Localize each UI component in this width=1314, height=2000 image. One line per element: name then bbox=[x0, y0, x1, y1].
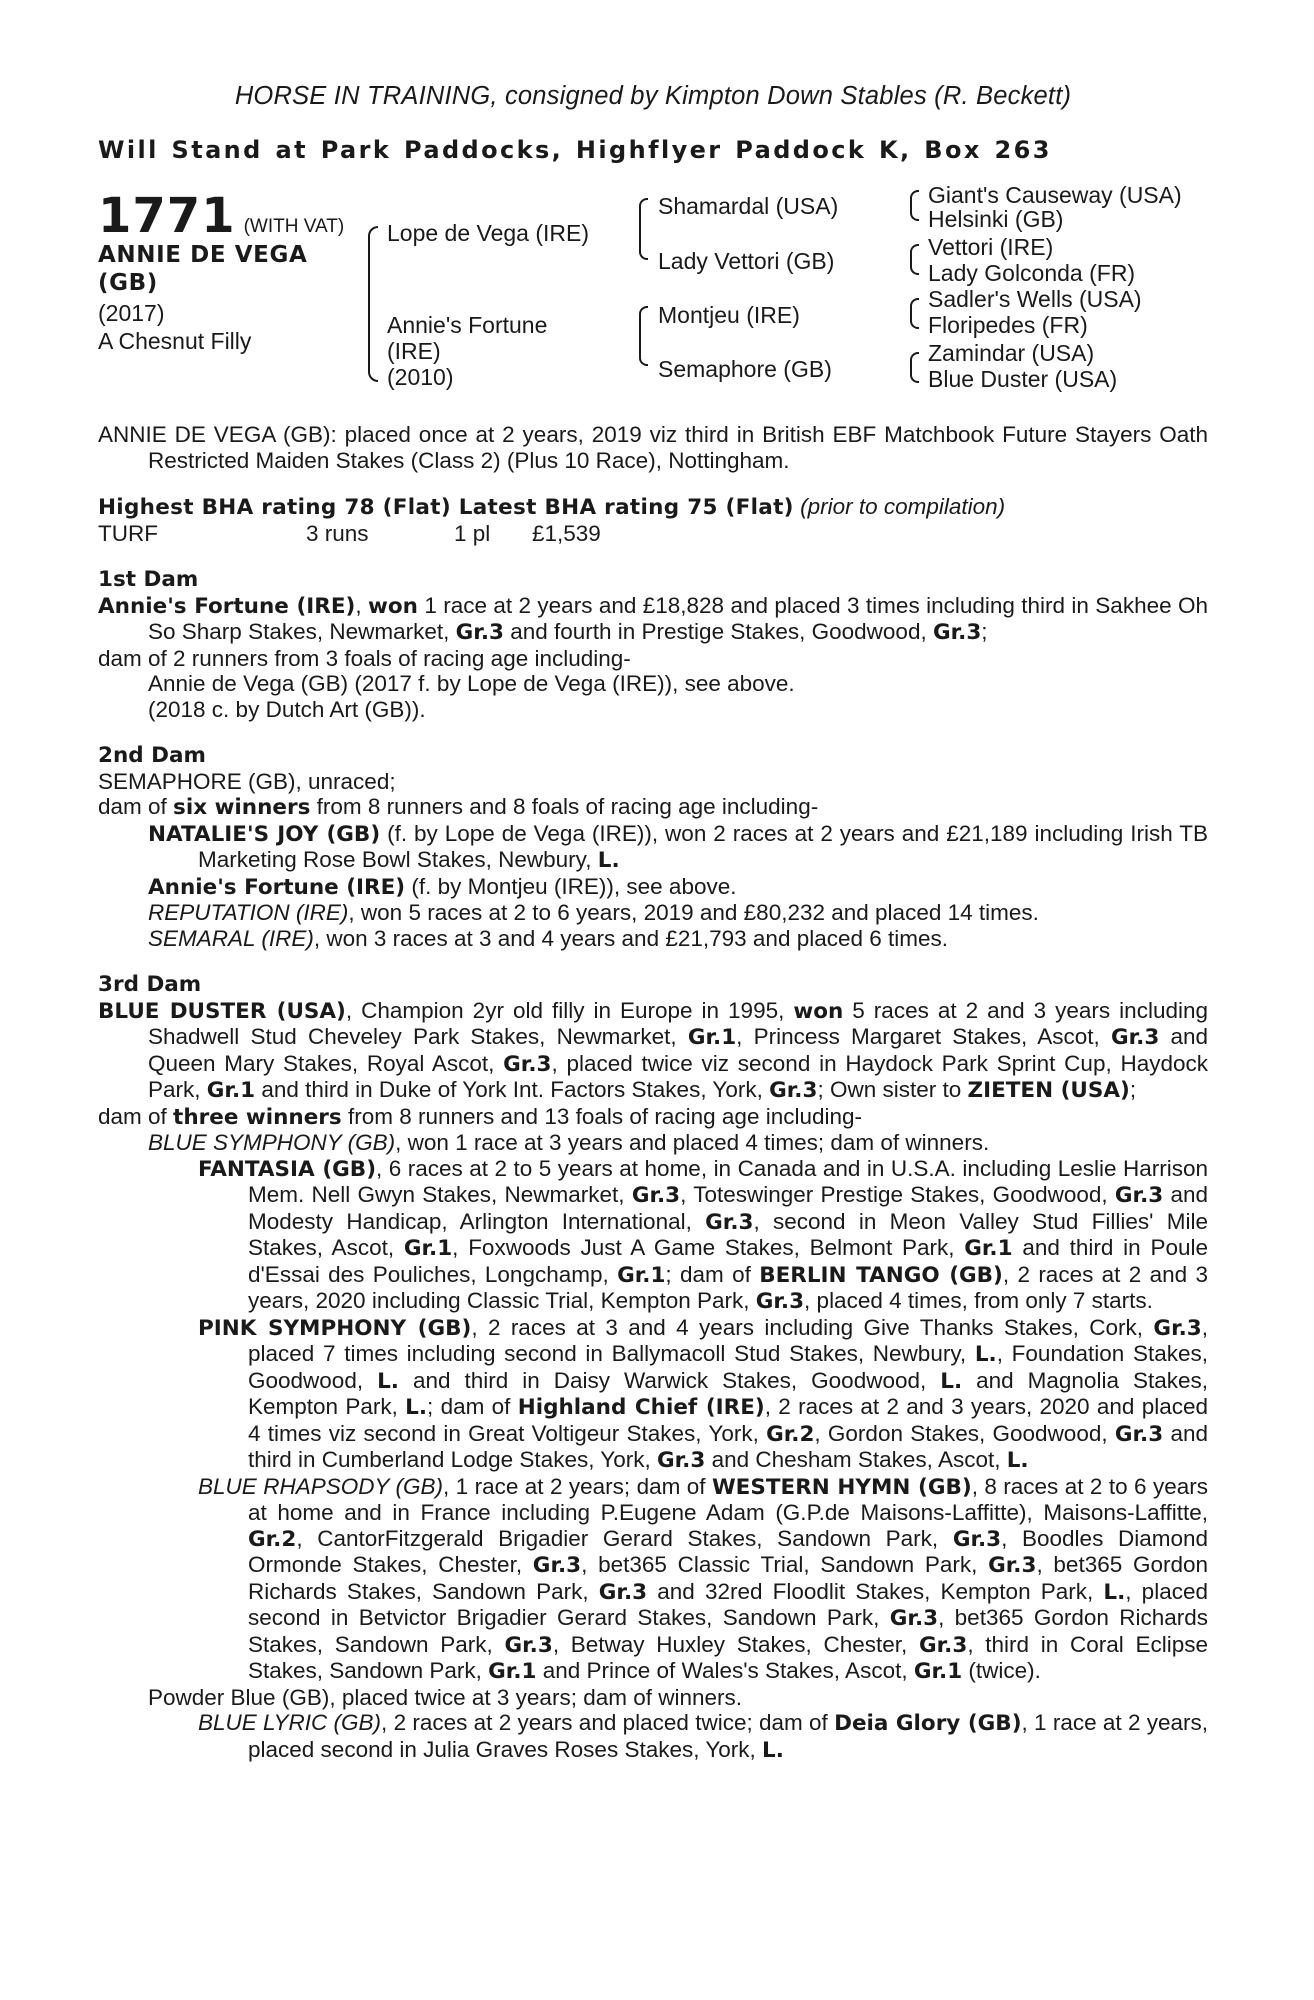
winners-count: six winners bbox=[173, 795, 311, 820]
dsire-dam: Floripedes (FR) bbox=[928, 312, 1088, 338]
text: and third in Poule d'Essai des Pouliches, Longchamp, bbox=[248, 1235, 1208, 1287]
grade: Gr.3 bbox=[503, 1051, 552, 1077]
text: and Modesty Handicap, Arlington International, bbox=[248, 1182, 1209, 1234]
text: ; bbox=[981, 619, 988, 644]
text: , 2 races at 2 and 3 years, 2020 and placed 4 times viz second in Great Voltigeur Stakes, York, bbox=[248, 1394, 1208, 1446]
text: and 32red Floodlit Stakes, Kempton Park, bbox=[647, 1578, 1104, 1604]
consignment-header: HORSE IN TRAINING, consigned by Kimpton Down Stables (R. Beckett) bbox=[234, 82, 1072, 110]
produce-item: (2018 c. by Dutch Art (GB)). bbox=[148, 696, 426, 722]
sire-sire: Shamardal (USA) bbox=[658, 193, 839, 219]
horse-name: PINK SYMPHONY (GB) bbox=[198, 1315, 472, 1341]
horse-name: BERLIN TANGO (GB) bbox=[759, 1262, 1003, 1288]
text: , Princess Margaret Stakes, Ascot, bbox=[736, 1024, 1111, 1049]
foaling-year: (2017) bbox=[98, 300, 165, 326]
winners-count: three winners bbox=[173, 1104, 342, 1130]
text: , won 5 races at 2 to 6 years, 2019 and £80,232 and placed 14 times. bbox=[348, 900, 1039, 925]
produce-item bbox=[98, 874, 1208, 901]
second-dam-heading: 2nd Dam bbox=[98, 743, 206, 768]
grade: Gr.3 bbox=[705, 1209, 754, 1235]
pedigree-bracket-g3-1 bbox=[910, 190, 919, 221]
text: , Gordon Stakes, Goodwood, bbox=[814, 1420, 1115, 1446]
grade: Gr.3 bbox=[1114, 1421, 1164, 1447]
text: , placed twice viz second in Haydock Park Sprint Cup, Haydock Park, bbox=[148, 1050, 1208, 1102]
produce-item bbox=[98, 1130, 1208, 1156]
text: , Foxwoods Just A Game Stakes, Belmont Park, bbox=[452, 1235, 965, 1260]
third-dam-produce-intro bbox=[98, 1104, 1208, 1131]
dam-line1: Annie's Fortune bbox=[387, 312, 548, 338]
bha-rating: Highest BHA rating 78 (Flat) Latest BHA rating 75 (Flat) bbox=[98, 495, 794, 520]
won-label: won bbox=[368, 593, 418, 619]
turf-label: TURF bbox=[98, 520, 158, 546]
grade: L. bbox=[1006, 1448, 1029, 1473]
text: from 8 runners and 8 foals of racing age including- bbox=[310, 794, 819, 819]
ddam-sire: Zamindar (USA) bbox=[928, 340, 1095, 366]
grade: Gr.3 bbox=[952, 1526, 1002, 1552]
first-dam-produce-intro: dam of 2 runners from 3 foals of racing age including- bbox=[98, 645, 631, 671]
grade: Gr.3 bbox=[1114, 1183, 1164, 1208]
text: ; bbox=[1129, 1077, 1137, 1102]
grade: Gr.2 bbox=[248, 1526, 297, 1552]
horse-name: NATALIE'S JOY (GB) bbox=[148, 821, 381, 847]
dam-line3: (2010) bbox=[387, 364, 454, 390]
horse-name: Highland Chief (IRE) bbox=[517, 1395, 765, 1420]
grade: Gr.3 bbox=[889, 1606, 939, 1631]
third-dam-heading: 3rd Dam bbox=[98, 972, 202, 997]
text: ; dam of bbox=[427, 1394, 518, 1419]
grade: L. bbox=[940, 1368, 963, 1394]
horse-name: ZIETEN (USA) bbox=[967, 1078, 1130, 1103]
grade: Gr.3 bbox=[988, 1553, 1037, 1578]
text: and Magnolia Stakes, Kempton Park, bbox=[248, 1367, 1208, 1419]
sdam-sire: Vettori (IRE) bbox=[928, 234, 1054, 260]
text: dam of bbox=[98, 794, 174, 819]
text: , third in Coral Eclipse Stakes, Sandown Park, bbox=[248, 1631, 1208, 1683]
text: , 1 race at 2 years, placed second in Julia Graves Roses Stakes, York, bbox=[248, 1710, 1209, 1762]
text: , placed second in Betvictor Brigadier Gerard Stakes, Sandown Park, bbox=[248, 1578, 1208, 1630]
produce-item: Powder Blue (GB), placed twice at 3 years; dam of winners. bbox=[148, 1684, 743, 1710]
dsire-sire: Sadler's Wells (USA) bbox=[928, 286, 1142, 312]
horse-name: Deia Glory (GB) bbox=[834, 1711, 1022, 1736]
text: (twice). bbox=[962, 1658, 1041, 1683]
text: and third in Duke of York Int. Factors Stakes, York, bbox=[255, 1077, 770, 1102]
text: (f. by Montjeu (IRE)), see above. bbox=[405, 873, 737, 899]
text: , second in Meon Valley Stud Fillies' Mile Stakes, Ascot, bbox=[248, 1208, 1208, 1260]
grade: Gr.1 bbox=[617, 1262, 666, 1288]
text: and Queen Mary Stakes, Royal Ascot, bbox=[148, 1024, 1209, 1076]
turf-earnings: £1,539 bbox=[532, 520, 601, 546]
text: , Boodles Diamond Ormonde Stakes, Chester, bbox=[248, 1525, 1209, 1577]
grade: Gr.1 bbox=[964, 1236, 1013, 1261]
produce-item bbox=[98, 1474, 1208, 1685]
horse-name: FANTASIA (GB) bbox=[198, 1156, 377, 1182]
horse-description: A Chesnut Filly bbox=[98, 328, 252, 354]
text: , bet365 Gordon Richards Stakes, Sandown Park, bbox=[248, 1605, 1208, 1657]
grade: Gr.3 bbox=[769, 1078, 818, 1103]
grade: Gr.3 bbox=[598, 1579, 648, 1605]
grade: Gr.3 bbox=[532, 1553, 582, 1578]
turf-placed: 1 pl bbox=[454, 520, 491, 546]
first-dam-heading: 1st Dam bbox=[98, 567, 199, 592]
turf-record bbox=[98, 521, 1208, 547]
grade: Gr.1 bbox=[913, 1659, 963, 1684]
sdam-dam: Lady Golconda (FR) bbox=[928, 260, 1136, 286]
text: 1 race at 2 years and £18,828 and placed 3 times including third in Sakhee Oh So Sharp Stakes, Newmarket, bbox=[148, 592, 1209, 644]
third-dam-record bbox=[98, 998, 1208, 1104]
turf-runs: 3 runs bbox=[306, 520, 369, 546]
text: , placed 4 times, from only 7 starts. bbox=[804, 1288, 1153, 1313]
horse-name: Annie's Fortune (IRE) bbox=[148, 874, 406, 900]
text: , CantorFitzgerald Brigadier Gerard Stakes, Sandown Park, bbox=[296, 1525, 953, 1551]
ssire-sire: Giant's Causeway (USA) bbox=[928, 182, 1182, 208]
produce-item bbox=[98, 821, 1208, 874]
text: 5 races at 2 and 3 years including Shadwell Stud Cheveley Park Stakes, Newmarket, bbox=[148, 997, 1208, 1049]
pedigree-bracket-g3-3 bbox=[910, 298, 919, 329]
sire-dam: Lady Vettori (GB) bbox=[658, 248, 835, 274]
text: , Champion 2yr old filly in Europe in 1995, bbox=[345, 997, 794, 1023]
grade: Gr.3 bbox=[631, 1183, 681, 1208]
text: and third in Cumberland Lodge Stakes, York, bbox=[248, 1420, 1208, 1472]
rating-note: (prior to compilation) bbox=[800, 494, 1006, 519]
grade: Gr.3 bbox=[919, 1632, 968, 1658]
grade: Gr.3 bbox=[657, 1448, 706, 1473]
pedigree-bracket-g3-2 bbox=[910, 244, 919, 275]
text: , 2 races at 2 and 3 years, 2020 including Classic Trial, Kempton Park, bbox=[248, 1261, 1208, 1313]
text: , 8 races at 2 to 6 years at home and in France including P.Eugene Adam (G.P.de Maisons-Laffitte), Maisons-Laffitte, bbox=[248, 1473, 1208, 1525]
won-label: won bbox=[793, 998, 844, 1024]
text: , 1 race at 2 years; dam of bbox=[442, 1473, 712, 1499]
produce-item: Annie de Vega (GB) (2017 f. by Lope de Vega (IRE)), see above. bbox=[148, 671, 795, 696]
pedigree-bracket-g3-4 bbox=[910, 352, 919, 383]
dam-sire: Montjeu (IRE) bbox=[658, 302, 800, 328]
lot-number: 1771 bbox=[98, 188, 236, 244]
grade: L. bbox=[1103, 1579, 1126, 1605]
horse-name: SEMARAL (IRE) bbox=[148, 925, 314, 951]
pedigree-bracket-dam bbox=[639, 306, 648, 366]
text: , Toteswinger Prestige Stakes, Goodwood, bbox=[680, 1182, 1115, 1207]
horse-name: BLUE SYMPHONY (GB) bbox=[148, 1130, 396, 1155]
produce-item bbox=[98, 1315, 1208, 1474]
pedigree-bracket-gen1 bbox=[368, 226, 378, 382]
text: , Betway Huxley Stakes, Chester, bbox=[552, 1631, 919, 1657]
second-dam-section bbox=[98, 743, 1208, 951]
location-header: Will Stand at Park Paddocks, Highflyer Paddock K, Box 263 bbox=[98, 136, 1052, 164]
grade: Gr.3 bbox=[504, 1632, 553, 1658]
grade: L. bbox=[597, 848, 620, 873]
grade: Gr.3 bbox=[455, 620, 504, 645]
grade: Gr.3 bbox=[755, 1289, 805, 1314]
grade: L. bbox=[377, 1368, 399, 1394]
race-summary: ANNIE DE VEGA (GB): placed once at 2 years, 2019 viz third in British EBF Matchbook Future Stayers Oath Restricted Maiden Stakes (Class 2) (Plus 10 Race), Nottingham. bbox=[98, 422, 1208, 473]
grade: Gr.1 bbox=[206, 1078, 256, 1103]
grade: L. bbox=[974, 1342, 997, 1367]
text: ; Own sister to bbox=[817, 1077, 968, 1102]
text: and Prince of Wales's Stakes, Ascot, bbox=[536, 1658, 914, 1683]
ssire-dam: Helsinki (GB) bbox=[928, 206, 1064, 232]
text: , won 1 race at 3 years and placed 4 times; dam of winners. bbox=[395, 1130, 990, 1155]
dam-line2: (IRE) bbox=[387, 338, 441, 364]
catalogue-body bbox=[98, 422, 1208, 1763]
text: , bet365 Classic Trial, Sandown Park, bbox=[581, 1552, 989, 1577]
text: , 6 races at 2 to 5 years at home, in Canada and in U.S.A. including Leslie Harrison Mem. Nell Gwyn Stakes, Newmarket, bbox=[248, 1155, 1208, 1207]
grade: Gr.1 bbox=[488, 1659, 537, 1684]
catalogue-page bbox=[98, 82, 1208, 1763]
text: , placed 7 times including second in Ballymacoll Stud Stakes, Newbury, bbox=[248, 1314, 1208, 1366]
grade: L. bbox=[762, 1737, 784, 1763]
second-dam-produce-intro bbox=[98, 794, 1208, 821]
produce-item bbox=[98, 900, 1208, 926]
text: , 2 races at 2 years and placed twice; dam of bbox=[381, 1710, 835, 1735]
second-dam-line: SEMAPHORE (GB), unraced; bbox=[98, 768, 396, 794]
text: , won 3 races at 3 and 4 years and £21,793 and placed 6 times. bbox=[313, 925, 949, 951]
text: , bet365 Gordon Richards Stakes, Sandown Park, bbox=[248, 1552, 1209, 1604]
grade: Gr.2 bbox=[766, 1421, 815, 1447]
horse-name: BLUE LYRIC (GB) bbox=[198, 1710, 382, 1735]
first-dam-record: Annie's Fortune (IRE), won 1 race at 2 years and £18,828 and placed 3 times including third in Sakhee Oh So Sharp Stakes, Newmarket, Gr.3 and fourth in Prestige Stakes, Goodwood, Gr.3; bbox=[98, 592, 1209, 645]
ddam-dam: Blue Duster (USA) bbox=[928, 366, 1118, 392]
grade: Gr.1 bbox=[687, 1025, 737, 1050]
horse-name-suffix: (GB) bbox=[98, 270, 158, 296]
sire: Lope de Vega (IRE) bbox=[387, 220, 590, 246]
dam-dam: Semaphore (GB) bbox=[658, 356, 832, 382]
pedigree-bracket-sire bbox=[639, 198, 648, 260]
rating-section bbox=[98, 494, 1208, 546]
grade: Gr.3 bbox=[932, 620, 982, 645]
text: and Chesham Stakes, Ascot, bbox=[705, 1447, 1007, 1472]
horse-name: ANNIE DE VEGA bbox=[98, 242, 308, 268]
horse-name: WESTERN HYMN (GB) bbox=[711, 1474, 972, 1500]
text: , Foundation Stakes, Goodwood, bbox=[248, 1341, 1208, 1393]
text: , 2 races at 3 and 4 years including Give Thanks Stakes, Cork, bbox=[471, 1314, 1154, 1340]
produce-item bbox=[98, 1710, 1208, 1763]
produce-item bbox=[98, 926, 1208, 952]
grade: Gr.1 bbox=[403, 1236, 453, 1261]
third-dam-section bbox=[98, 972, 1208, 1763]
grade: L. bbox=[405, 1395, 428, 1420]
text: and third in Daisy Warwick Stakes, Goodwood, bbox=[398, 1367, 941, 1393]
text: ; dam of bbox=[665, 1261, 760, 1287]
grade: Gr.3 bbox=[1153, 1315, 1202, 1341]
lot-number-line bbox=[98, 188, 344, 244]
text: and fourth in Prestige Stakes, Goodwood, bbox=[503, 619, 933, 644]
horse-name: BLUE RHAPSODY (GB) bbox=[198, 1473, 443, 1499]
horse-name: BLUE DUSTER (USA) bbox=[98, 998, 346, 1024]
first-dam-section bbox=[98, 567, 1208, 722]
text: (f. by Lope de Vega (IRE)), won 2 races at 2 years and £21,189 including Irish TB Marketing Rose Bowl Stakes, Newbury, bbox=[198, 820, 1208, 872]
pedigree-table bbox=[98, 182, 1208, 414]
first-dam-name: Annie's Fortune (IRE) bbox=[98, 593, 356, 619]
vat-note: (WITH VAT) bbox=[243, 216, 345, 237]
horse-name: REPUTATION (IRE) bbox=[148, 900, 349, 925]
text: dam of bbox=[98, 1103, 174, 1129]
produce-item bbox=[98, 1156, 1208, 1315]
grade: Gr.3 bbox=[1110, 1025, 1160, 1050]
text: from 8 runners and 13 foals of racing age including- bbox=[341, 1103, 863, 1129]
